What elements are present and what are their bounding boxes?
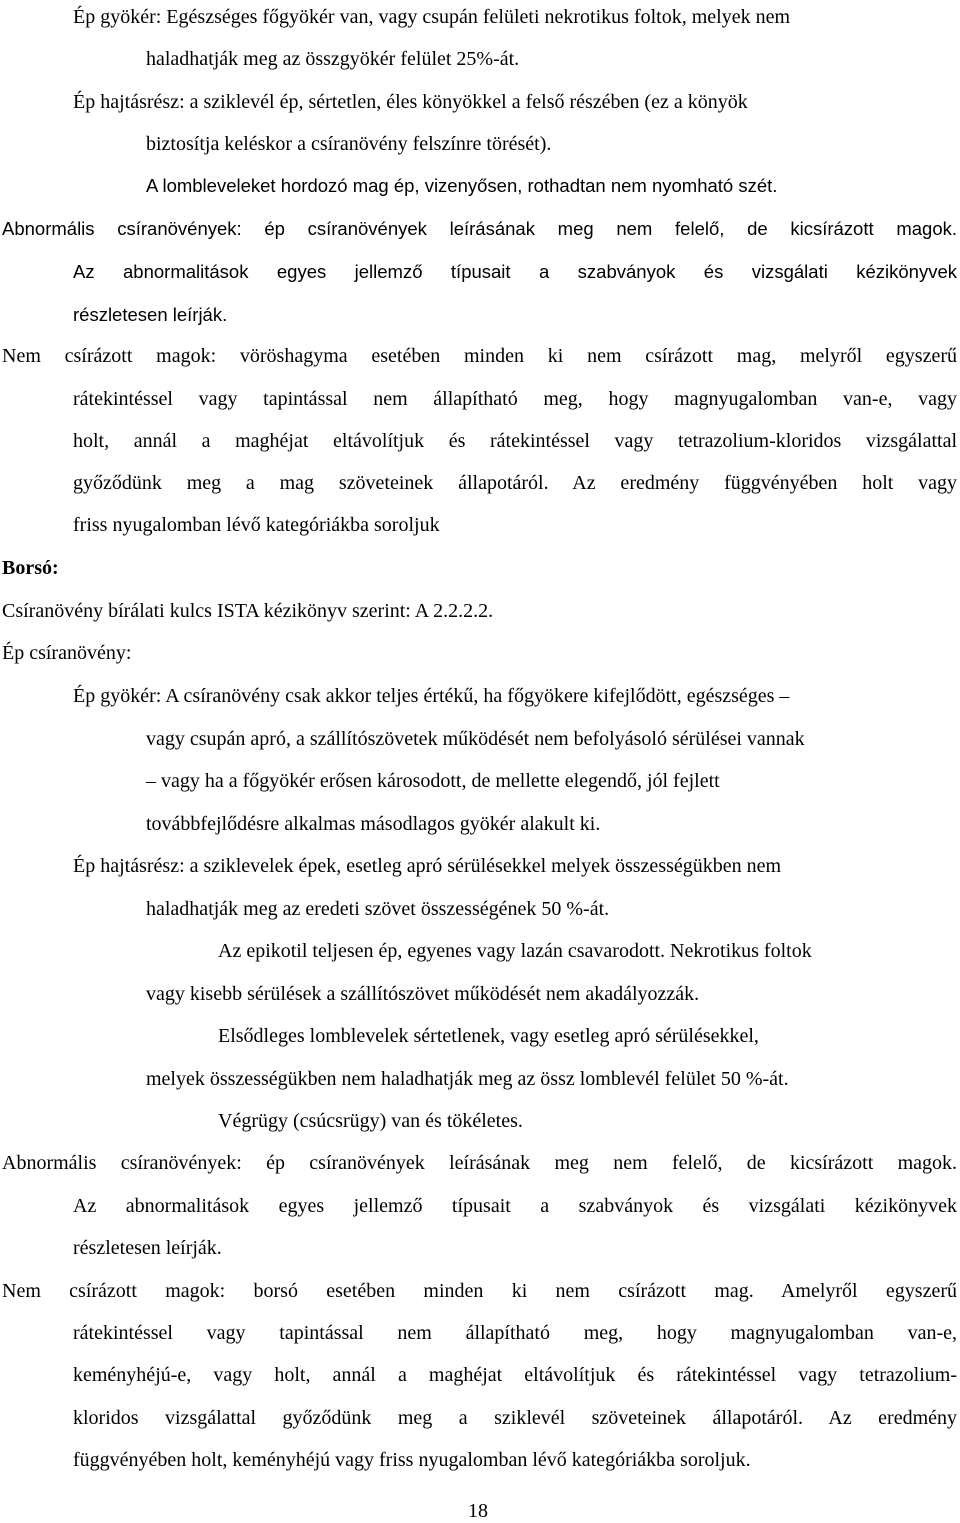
page-number: 18 (468, 1500, 488, 1522)
text-line: rátekintéssel vagy tapintással nem állapítható meg, hogy magnyugalomban van-e, (73, 1322, 957, 1344)
text-line: Abnormális csíranövények: ép csíranövények leírásának meg nem felelő, de kicsírázott magok. (2, 218, 957, 239)
text-line: haladhatják meg az összgyökér felület 25%-át. (146, 48, 520, 70)
text-line: Az abnormalitások egyes jellemző típusait a szabványok és vizsgálati kézikönyvek (73, 1195, 957, 1217)
text-line: győződünk meg a mag szöveteinek állapotáról. Az eredmény függvényében holt vagy (73, 472, 957, 494)
text-line: Nem csírázott magok: vöröshagyma esetében minden ki nem csírázott mag, melyről egyszerű (2, 345, 957, 367)
text-line: melyek összességükben nem haladhatják meg az össz lomblevél felület 50 %-át. (146, 1068, 789, 1090)
text-line: Az abnormalitások egyes jellemző típusait a szabványok és vizsgálati kézikönyvek (73, 261, 957, 282)
text-line: Ép csíranövény: (2, 642, 132, 664)
text-line: biztosítja keléskor a csíranövény felszínre törését). (146, 133, 552, 155)
text-line: rátekintéssel vagy tapintással nem állapítható meg, hogy magnyugalomban van-e, vagy (73, 388, 957, 410)
text-line: vagy kisebb sérülések a szállítószövet működését nem akadályozzák. (146, 983, 700, 1005)
text-line: – vagy ha a főgyökér erősen károsodott, de mellette elegendő, jól fejlett (146, 770, 720, 792)
text-line: Abnormális csíranövények: ép csíranövények leírásának meg nem felelő, de kicsírázott magok. (2, 1152, 957, 1174)
text-line: Nem csírázott magok: borsó esetében minden ki nem csírázott mag. Amelyről egyszerű (2, 1280, 957, 1302)
text-line: Ép gyökér: A csíranövény csak akkor teljes értékű, ha főgyökere kifejlődött, egészséges – (73, 685, 790, 707)
text-line: Ép hajtásrész: a sziklevelek épek, esetleg apró sérülésekkel melyek összességükben nem (73, 855, 782, 877)
text-line: haladhatják meg az eredeti szövet összességének 50 %-át. (146, 898, 610, 920)
text-line: kloridos vizsgálattal győződünk meg a sziklevél szöveteinek állapotáról. Az eredmény (73, 1407, 957, 1429)
text-line: vagy csupán apró, a szállítószövetek működését nem befolyásoló sérülései vannak (146, 728, 805, 750)
section-heading: Borsó: (2, 557, 59, 579)
text-line: Végrügy (csúcsrügy) van és tökéletes. (218, 1110, 523, 1132)
text-line: friss nyugalomban lévő kategóriákba soroljuk (73, 514, 440, 536)
text-line: részletesen leírják. (73, 304, 228, 325)
text-line: Ép hajtásrész: a sziklevél ép, sértetlen, éles könyökkel a felső részében (ez a könyök (73, 91, 748, 113)
text-line: Az epikotil teljesen ép, egyenes vagy lazán csavarodott. Nekrotikus foltok (218, 940, 812, 962)
text-line: Ép gyökér: Egészséges főgyökér van, vagy csupán felületi nekrotikus foltok, melyek nem (73, 6, 791, 28)
text-line: holt, annál a maghéjat eltávolítjuk és rátekintéssel vagy tetrazolium-kloridos vizsgálattal (73, 430, 957, 452)
text-line: továbbfejlődésre alkalmas másodlagos gyökér alakult ki. (146, 813, 601, 835)
text-line: A lombleveleket hordozó mag ép, vizenyősen, rothadtan nem nyomható szét. (146, 175, 778, 196)
text-line: függvényében holt, keményhéjú vagy friss nyugalomban lévő kategóriákba soroljuk. (73, 1449, 751, 1471)
text-line: keményhéjú-e, vagy holt, annál a maghéjat eltávolítjuk és rátekintéssel vagy tetrazolium- (73, 1364, 957, 1386)
text-line: részletesen leírják. (73, 1237, 222, 1259)
text-line: Elsődleges lomblevelek sértetlenek, vagy esetleg apró sérülésekkel, (218, 1025, 759, 1047)
text-line: Csíranövény bírálati kulcs ISTA kézikönyv szerint: A 2.2.2.2. (2, 600, 494, 622)
